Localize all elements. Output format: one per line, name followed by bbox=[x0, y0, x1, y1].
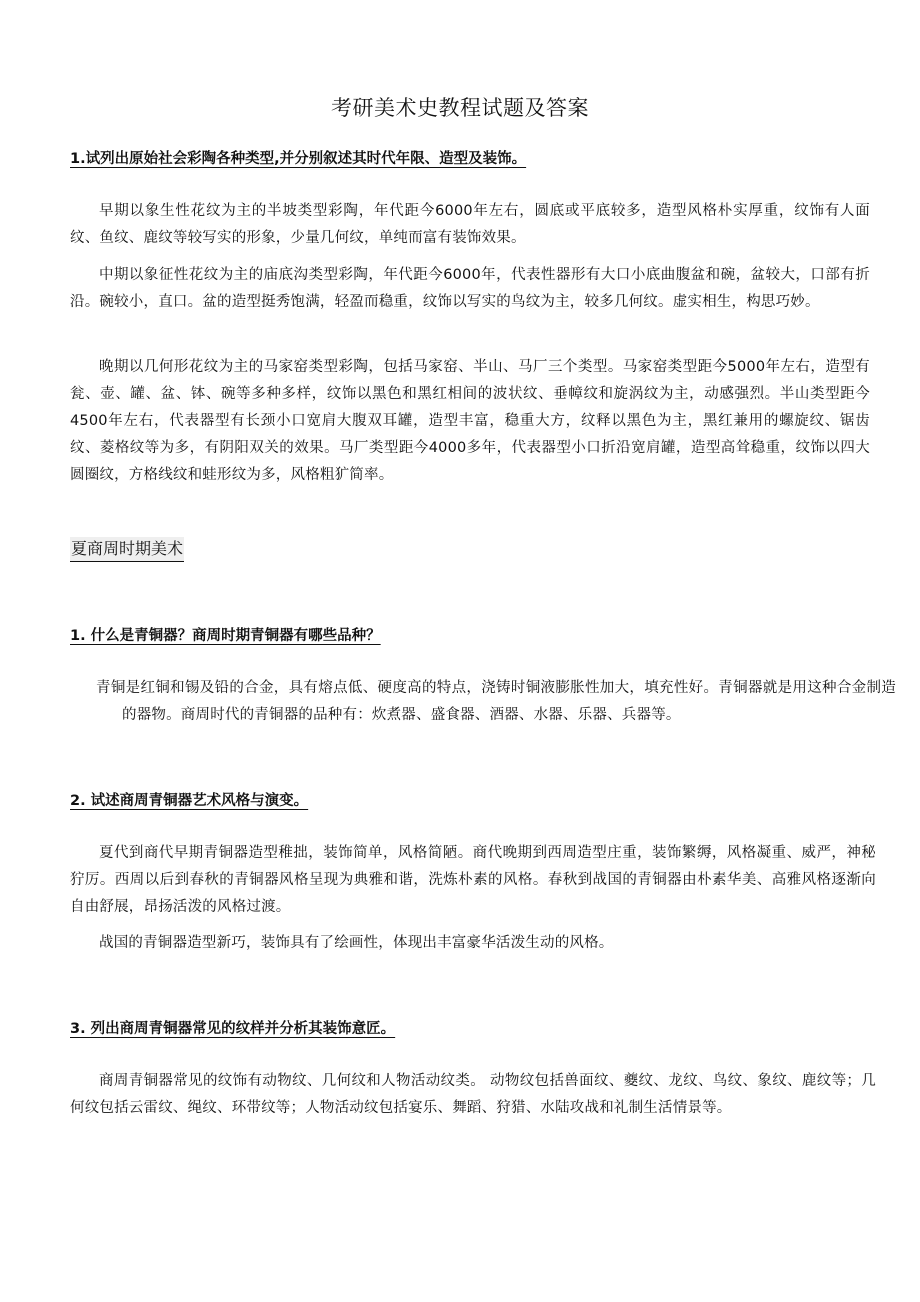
section-heading-xia-shang-zhou: 夏商周时期美术 bbox=[70, 537, 184, 562]
question-heading-primitive-pottery: 1.试列出原始社会彩陶各种类型,并分别叙述其时代年限、造型及装饰。 bbox=[70, 151, 527, 167]
paragraph-middle-miaodigou: 中期以象征性花纹为主的庙底沟类型彩陶，年代距今6000年，代表性器形有大口小底曲腹盆和碗，盆较大，口部有折沿。碗较小，直口。盆的造型挺秀饱满，轻盈而稳重，纹饰以写实的鸟纹为主，较多几何纹。虚实相生，构思巧妙。 bbox=[70, 267, 870, 310]
paragraph-early-banpo: 早期以象生性花纹为主的半坡类型彩陶，年代距今6000年左右，圆底或平底较多，造型风格朴实厚重，纹饰有人面纹、鱼纹、鹿纹等较写实的形象，少量几何纹，单纯而富有装饰效果。 bbox=[70, 203, 870, 246]
paragraph-warring-states-bronze: 战国的青铜器造型新巧，装饰具有了绘画性，体现出丰富豪华活泼生动的风格。 bbox=[99, 935, 614, 951]
paragraph-bronze-patterns: 商周青铜器常见的纹饰有动物纹、几何纹和人物活动纹类。 动物纹包括兽面纹、夔纹、龙纹、鸟纹、象纹、鹿纹等；几何纹包括云雷纹、绳纹、环带纹等；人物活动纹包括宴乐、舞蹈、狩猎、水陆攻战和礼制生活情景等。 bbox=[70, 1073, 876, 1116]
question-heading-bronze-definition: 1. 什么是青铜器？商周时期青铜器有哪些品种？ bbox=[70, 628, 381, 644]
question-heading-bronze-patterns: 3. 列出商周青铜器常见的纹样并分析其装饰意匠。 bbox=[70, 1021, 396, 1037]
paragraph-bronze-style-evolution: 夏代到商代早期青铜器造型稚拙，装饰简单，风格简陋。商代晚期到西周造型庄重，装饰繁缛，风格凝重、威严，神秘狞厉。西周以后到春秋的青铜器风格呈现为典雅和谐，洗炼朴素的风格。春秋到战国的青铜器由朴素华美、高雅风格逐渐向自由舒展，昂扬活泼的风格过渡。 bbox=[70, 845, 876, 915]
question-heading-bronze-style: 2. 试述商周青铜器艺术风格与演变。 bbox=[70, 793, 309, 809]
paragraph-bronze-definition: 青铜是红铜和锡及铅的合金，具有熔点低、硬度高的特点，浇铸时铜液膨胀性加大，填充性好。青铜器就是用这种合金制造的器物。商周时代的青铜器的品种有：炊煮器、盛食器、酒器、水器、乐器、兵器等。 bbox=[96, 680, 896, 723]
paragraph-late-majiayao: 晚期以几何形花纹为主的马家窑类型彩陶，包括马家窑、半山、马厂三个类型。马家窑类型距今5000年左右，造型有瓮、壶、罐、盆、钵、碗等多种多样，纹饰以黑色和黑红相间的波状纹、垂幛纹和旋涡纹为主，动感强烈。半山类型距今4500年左右，代表器型有长颈小口宽肩大腹双耳罐，造型丰富，稳重大方，纹释以黑色为主，黑红兼用的螺旋纹、锯齿纹、菱格纹等为多，有阴阳双关的效果。马厂类型距今4000多年，代表器型小口折沿宽肩罐，造型高耸稳重，纹饰以四大圆圈纹，方格线纹和蛙形纹为多，风格粗犷简率。 bbox=[70, 359, 870, 483]
document-title: 考研美术史教程试题及答案 bbox=[331, 96, 589, 120]
